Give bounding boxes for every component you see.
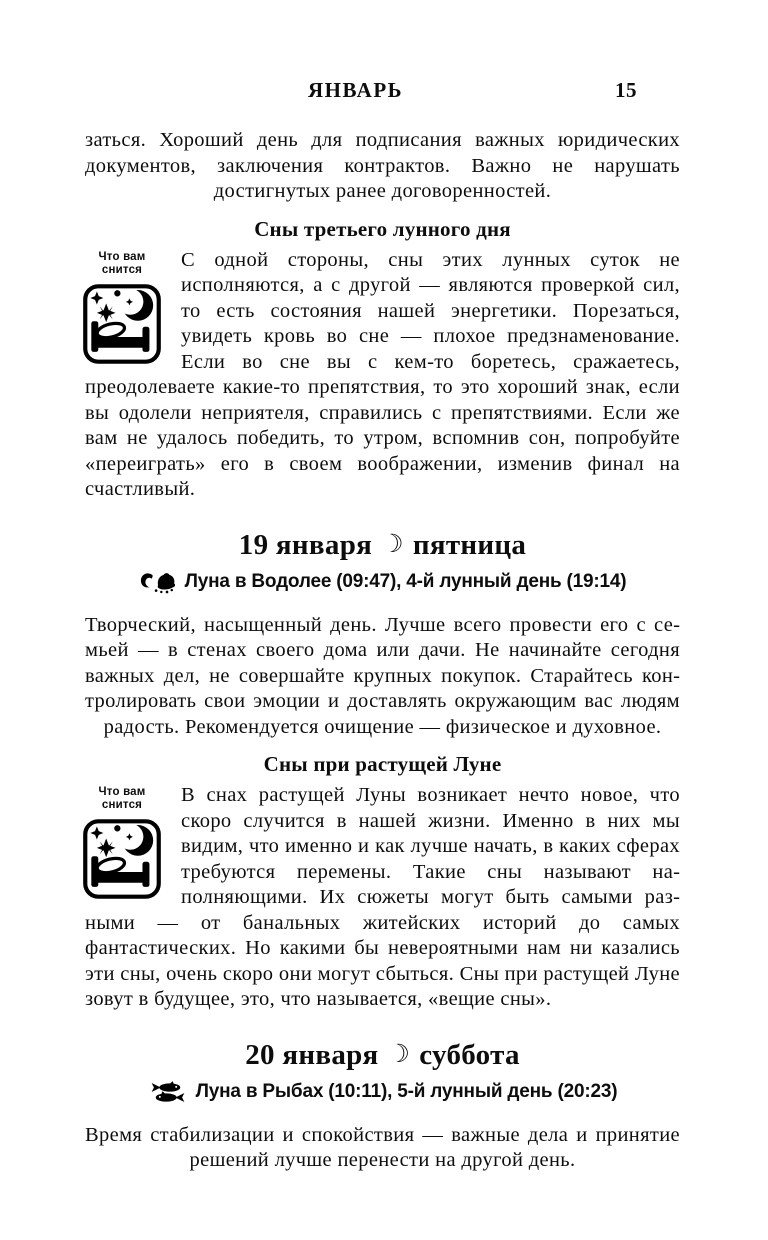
caption-line2: снится (101, 799, 143, 811)
weekday-text: суббота (419, 1038, 520, 1071)
date-heading-jan19 (85, 529, 680, 562)
moon-stars-bed-icon (76, 284, 168, 364)
crescent-moon-icon: ☽ (381, 528, 404, 558)
jan19-paragraph: Творческий, насыщенный день. Лучше всего провести его с семьей — в стенах своего дома или дачи. Не начинайте сегодня важных дел, не совершайте крупных покупок. Старайтесь контролировать свои эмоции и доставлять окружающим вас людям радость. Рекомендуется очищение — физическое и духовное. (85, 613, 680, 738)
dream-waxing-block (85, 783, 680, 1013)
intro-paragraph: заться. Хороший день для подписания важных юридических документов, заключения контрактов. Важно не нарушать достигнутых ранее договоренностей. (85, 129, 680, 202)
section-heading-dreams-day3: Сны третьего лунного дня (254, 216, 511, 241)
dream-day3-block (85, 248, 680, 503)
crescent-moon-icon: ☽ (387, 1038, 411, 1068)
dream-day3-text: С одной стороны, сны этих лунных суток не исполняются, а с другой — являются проверкой сил, то есть состояния нашей энергетики. Порезаться, увидеть кровь во сне — плохое предзнаменование. Если во сне вы с кем-то боретесь, сражаетесь, преодолеваете какие-то препятствия, то это хороший знак, если вы одолели неприятеля, справились с препятствиями. Если же вам не удалось победить, то утром, вспомнив сон, попробуйте «переиграть» его в своем воображении, изменив финал на счастливый. (85, 248, 680, 500)
moon-info-line-jan20 (85, 1080, 680, 1105)
dream-figure (76, 786, 168, 899)
moon-info-line-jan19 (85, 570, 680, 595)
moon-stars-bed-icon (76, 819, 168, 899)
pisces-icon (148, 1080, 188, 1105)
jan20-paragraph: Время стабилизации и спокойствия — важные дела и принятие решений лучше перенести на другой день. (85, 1123, 680, 1171)
date-text: 19 января (238, 528, 373, 561)
section-heading-dreams-waxing: Сны при растущей Луне (263, 752, 502, 776)
date-heading-jan20 (85, 1039, 680, 1072)
dream-figure-caption (76, 251, 168, 277)
dream-figure-caption (76, 786, 168, 812)
running-head (85, 78, 680, 104)
date-text: 20 января (245, 1038, 379, 1071)
page-number: 15 (615, 78, 637, 102)
dream-figure (76, 251, 168, 364)
caption-line1: Что вам (98, 250, 146, 263)
moon-info-text: Луна в Рыбах (10:11), 5-й лунный день (20:23) (195, 1081, 618, 1102)
running-head-month: ЯНВАРЬ (307, 78, 404, 102)
caption-line1: Что вам (98, 786, 146, 798)
weekday-text: пятница (412, 528, 527, 561)
dream-waxing-text: В снах растущей Луны возникает нечто новое, что скоро случится в нашей жизни. Именно в них мы видим, что именно и как лучше начать, в каких сферах требуются перемены. Такие сны называют наполняющими. Их сюжеты могут быть самыми разными — от банальных житейских историй до самых фантастических. Но какими бы невероятными нам ни казались эти сны, очень скоро они могут сбыться. Сны при растущей Луне зовут в будущее, это, что называется, «вещие сны». (85, 784, 680, 1010)
aquarius-icon (139, 570, 177, 595)
moon-info-text: Луна в Водолее (09:47), 4-й лунный день (19:14) (184, 571, 627, 592)
caption-line2: снится (101, 263, 143, 276)
